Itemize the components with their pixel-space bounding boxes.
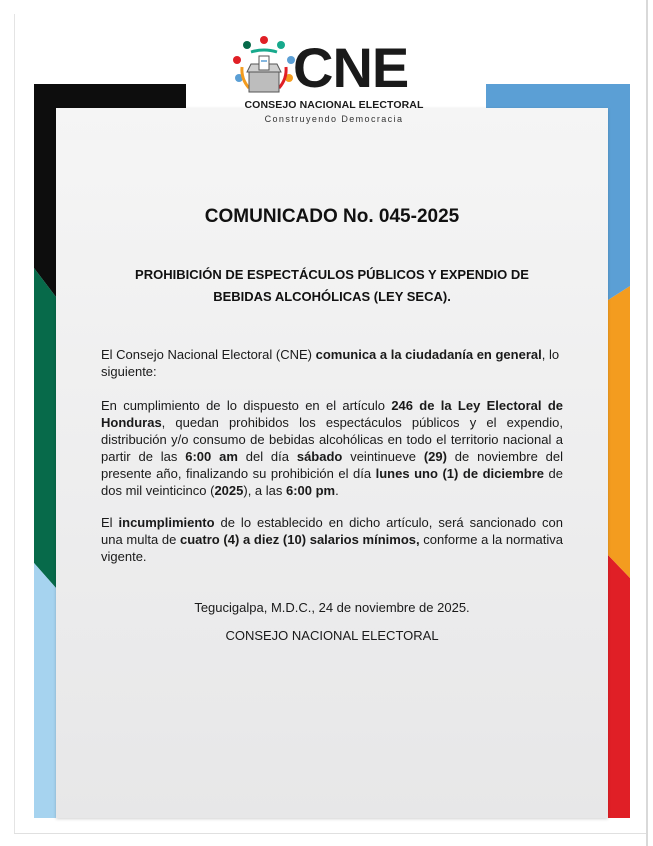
subtitle-line-2: BEBIDAS ALCOHÓLICAS (LEY SECA).	[213, 289, 451, 304]
subtitle-line-1: PROHIBICIÓN DE ESPECTÁCULOS PÚBLICOS Y EXPENDIO DE	[135, 267, 529, 282]
text-run: de lo establecido en dicho artículo, será sancionado con una multa de	[101, 515, 563, 547]
text-run-bold: cuatro (4) a diez (10) salarios mínimos,	[180, 532, 420, 547]
paragraph-sanction	[101, 514, 563, 565]
text-run: veintinueve	[342, 449, 424, 464]
border-green-segment	[34, 268, 56, 588]
text-run: El Consejo Nacional Electoral (CNE)	[101, 347, 316, 362]
logo-wordmark: CNE	[293, 36, 409, 99]
text-run: del día	[237, 449, 297, 464]
text-run-bold: sábado	[296, 449, 343, 464]
text-run: de noviembre del presente año, finalizando su prohibición el día	[101, 449, 563, 481]
text-run: , lo siguiente:	[101, 347, 560, 379]
ballot-box-icon	[229, 34, 299, 100]
text-run-bold: 2025	[214, 483, 244, 498]
text-run-bold: 6:00 am	[185, 449, 238, 464]
text-run: El	[101, 515, 119, 530]
border-orange-segment	[608, 286, 630, 578]
paragraph-intro	[101, 346, 563, 380]
communique-subtitle	[96, 264, 568, 308]
logo-tagline: Construyendo Democracia	[264, 114, 404, 124]
text-run-bold: 246 de la Ley Electoral de Honduras	[101, 398, 563, 430]
text-run: de dos mil veinticinco (	[101, 466, 564, 498]
text-run: , quedan prohibidos los espectáculos públicos y el expendio, distribución y/o consumo de bebidas alcohólicas en todo el territorio nacional a partir de las	[101, 415, 563, 464]
logo-institution-name: CONSEJO NACIONAL ELECTORAL	[244, 99, 424, 111]
text-run: ), a las	[243, 483, 286, 498]
text-run: En cumplimiento de lo dispuesto en el artículo	[101, 398, 392, 413]
text-run-bold: comunica a la ciudadanía en general	[315, 347, 542, 362]
signature-organization: CONSEJO NACIONAL ELECTORAL	[225, 628, 439, 643]
place-date: Tegucigalpa, M.D.C., 24 de noviembre de 2025.	[194, 600, 470, 615]
cne-logo	[229, 34, 439, 130]
text-run-bold: incumplimiento	[118, 515, 215, 530]
text-run: .	[335, 483, 339, 498]
text-run: conforme a la normativa vigente.	[101, 532, 563, 564]
paragraph-prohibition	[101, 397, 563, 499]
text-run-bold: lunes uno (1) de diciembre	[375, 466, 545, 481]
text-run-bold: (29)	[423, 449, 447, 464]
text-run-bold: 6:00 pm	[285, 483, 336, 498]
communique-title: COMUNICADO No. 045-2025	[204, 206, 460, 227]
